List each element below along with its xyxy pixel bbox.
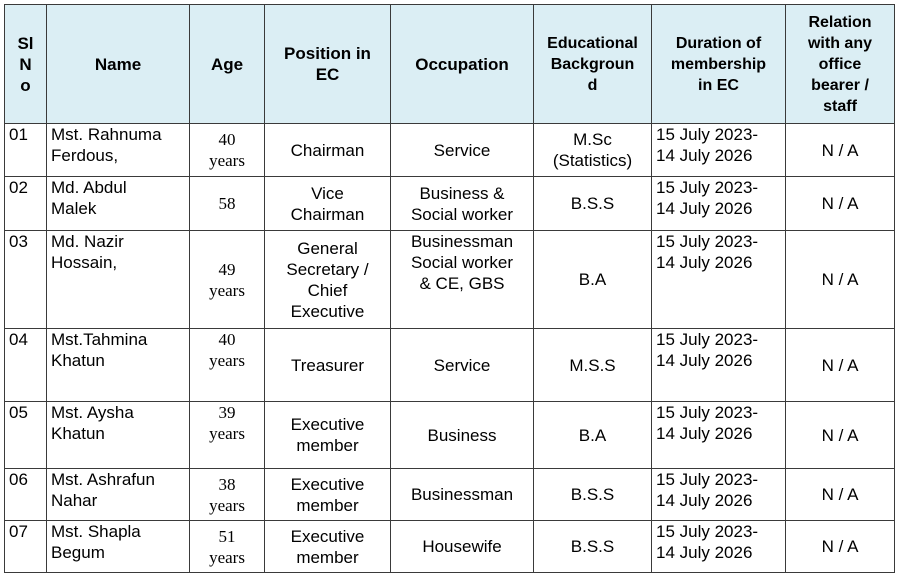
sl-no-cell: [5, 521, 47, 573]
sl-no-text: 06: [9, 470, 28, 489]
header-occupation-label: Occupation: [415, 54, 509, 74]
sl-no-text: 03: [9, 232, 28, 251]
name-text: Md. Nazir Hossain,: [51, 232, 124, 272]
relation-text: N / A: [821, 425, 859, 445]
name-cell: [47, 124, 190, 177]
occupation-cell: [391, 469, 534, 521]
education-cell: [534, 124, 652, 177]
position-text: Executive member: [290, 526, 365, 567]
name-text: Mst.Tahmina Khatun: [51, 330, 148, 370]
name-text: Mst. Ashrafun Nahar: [51, 470, 155, 510]
header-position: [265, 5, 391, 124]
duration-text: 15 July 2023- 14 July 2026: [656, 232, 759, 272]
position-cell: [265, 231, 391, 329]
occupation-text: Service: [433, 355, 491, 375]
table-row: [5, 231, 895, 329]
occupation-text: Service: [433, 140, 491, 160]
header-sl-no-label: Sl N o: [17, 33, 34, 95]
sl-no-cell: [5, 469, 47, 521]
duration-cell: [652, 329, 786, 402]
position-cell: [265, 469, 391, 521]
duration-cell: [652, 231, 786, 329]
education-cell: [534, 177, 652, 231]
sl-no-cell: [5, 124, 47, 177]
education-cell: [534, 231, 652, 329]
duration-text: 15 July 2023- 14 July 2026: [656, 125, 759, 165]
duration-cell: [652, 177, 786, 231]
sl-no-cell: [5, 231, 47, 329]
duration-text: 15 July 2023- 14 July 2026: [656, 403, 759, 443]
duration-cell: [652, 124, 786, 177]
position-cell: [265, 402, 391, 469]
header-education-label: Educational Backgroun d: [547, 34, 638, 94]
relation-text: N / A: [821, 485, 859, 504]
education-cell: [534, 329, 652, 402]
sl-no-text: 05: [9, 403, 28, 422]
education-text: B.S.S: [570, 537, 615, 556]
education-text: B.A: [578, 425, 607, 445]
age-text: 38 years: [209, 474, 245, 515]
occupation-cell: [391, 402, 534, 469]
age-cell: [190, 329, 265, 402]
age-cell: [190, 231, 265, 329]
position-text: Executive member: [290, 415, 365, 455]
header-name-label: Name: [94, 54, 142, 74]
name-cell: [47, 469, 190, 521]
name-text: Mst. Aysha Khatun: [51, 403, 134, 443]
age-cell: [190, 177, 265, 231]
sl-no-text: 01: [9, 125, 28, 144]
relation-cell: [786, 402, 895, 469]
position-cell: [265, 177, 391, 231]
duration-cell: [652, 521, 786, 573]
position-text: General Secretary / Chief Executive: [286, 238, 369, 321]
age-text: 49 years: [209, 259, 245, 300]
education-cell: [534, 469, 652, 521]
relation-cell: [786, 469, 895, 521]
position-text: Chairman: [290, 140, 365, 160]
duration-text: 15 July 2023- 14 July 2026: [656, 178, 759, 218]
duration-cell: [652, 469, 786, 521]
name-text: Md. Abdul Malek: [51, 178, 127, 218]
name-text: Mst. Shapla Begum: [51, 522, 141, 562]
table-row: [5, 521, 895, 573]
education-text: B.A: [578, 270, 607, 289]
occupation-text: Business: [427, 425, 497, 445]
duration-text: 15 July 2023- 14 July 2026: [656, 522, 759, 562]
age-text: 51 years: [209, 526, 245, 567]
relation-text: N / A: [821, 194, 859, 213]
occupation-text: Housewife: [422, 537, 502, 556]
relation-text: N / A: [821, 270, 859, 289]
name-cell: [47, 402, 190, 469]
position-cell: [265, 124, 391, 177]
header-duration: [652, 5, 786, 124]
table-row: [5, 124, 895, 177]
duration-text: 15 July 2023- 14 July 2026: [656, 330, 759, 370]
header-age-label: Age: [210, 54, 244, 74]
relation-cell: [786, 521, 895, 573]
age-cell: [190, 469, 265, 521]
occupation-cell: [391, 177, 534, 231]
sl-no-cell: [5, 402, 47, 469]
position-text: Executive member: [290, 474, 365, 515]
header-name: [47, 5, 190, 124]
education-cell: [534, 521, 652, 573]
relation-cell: [786, 124, 895, 177]
name-cell: [47, 329, 190, 402]
name-cell: [47, 177, 190, 231]
education-text: B.S.S: [570, 485, 615, 504]
sl-no-text: 07: [9, 522, 28, 541]
age-text: 40 years: [209, 130, 245, 170]
position-text: Treasurer: [290, 355, 365, 375]
occupation-cell: [391, 521, 534, 573]
occupation-cell: [391, 231, 534, 329]
position-cell: [265, 521, 391, 573]
age-cell: [190, 124, 265, 177]
header-relation-label: Relation with any office bearer / staff: [807, 13, 872, 115]
header-age: [190, 5, 265, 124]
education-cell: [534, 402, 652, 469]
position-cell: [265, 329, 391, 402]
duration-cell: [652, 402, 786, 469]
occupation-text: Businessman Social worker & CE, GBS: [410, 232, 514, 293]
occupation-cell: [391, 329, 534, 402]
executive-committee-table: [4, 4, 895, 573]
header-occupation: [391, 5, 534, 124]
table-row: [5, 329, 895, 402]
position-text: Vice Chairman: [290, 183, 365, 224]
name-cell: [47, 521, 190, 573]
sl-no-text: 02: [9, 178, 28, 197]
age-text: 39 years: [209, 403, 245, 443]
header-relation: [786, 5, 895, 124]
header-position-label: Position in EC: [284, 44, 371, 84]
occupation-cell: [391, 124, 534, 177]
education-text: M.S.S: [569, 355, 616, 375]
age-text: 40 years: [209, 330, 245, 370]
age-text: 58: [218, 194, 236, 213]
occupation-text: Businessman: [410, 485, 514, 504]
table-row: [5, 469, 895, 521]
education-text: B.S.S: [570, 194, 615, 213]
header-duration-label: Duration of membership in EC: [670, 34, 767, 94]
relation-cell: [786, 177, 895, 231]
sl-no-cell: [5, 329, 47, 402]
header-sl-no: [5, 5, 47, 124]
education-text: M.Sc (Statistics): [552, 130, 633, 170]
table-row: [5, 177, 895, 231]
table-header: [5, 5, 895, 124]
sl-no-text: 04: [9, 330, 28, 349]
table-body: [5, 124, 895, 573]
name-cell: [47, 231, 190, 329]
age-cell: [190, 402, 265, 469]
relation-cell: [786, 231, 895, 329]
relation-text: N / A: [821, 140, 859, 160]
duration-text: 15 July 2023- 14 July 2026: [656, 470, 759, 510]
occupation-text: Business & Social worker: [410, 183, 514, 224]
age-cell: [190, 521, 265, 573]
relation-cell: [786, 329, 895, 402]
relation-text: N / A: [821, 355, 859, 375]
name-text: Mst. Rahnuma Ferdous,: [51, 125, 162, 165]
header-education: [534, 5, 652, 124]
relation-text: N / A: [821, 537, 859, 556]
header-row: [5, 5, 895, 124]
table-row: [5, 402, 895, 469]
sl-no-cell: [5, 177, 47, 231]
